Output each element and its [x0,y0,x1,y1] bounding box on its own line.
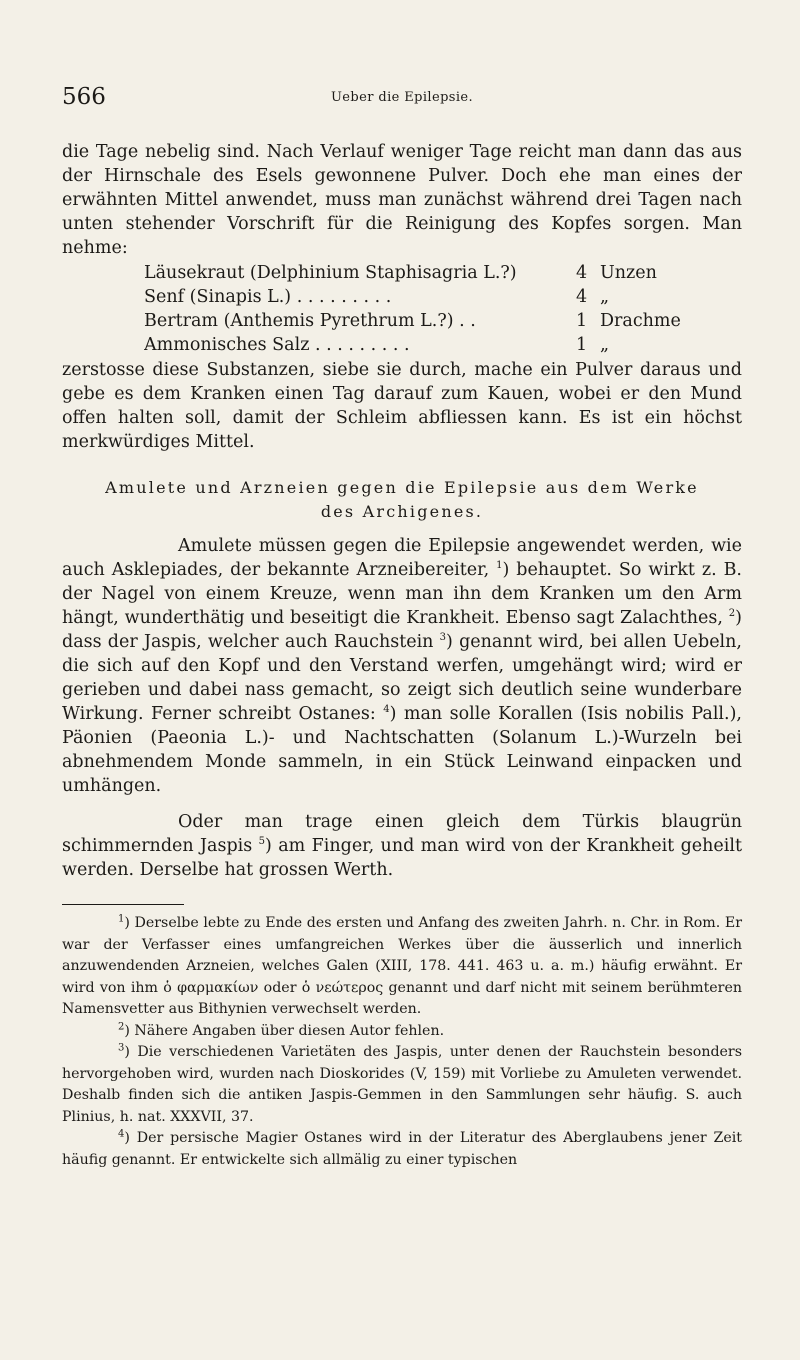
ingredient-name: Senf (Sinapis L.) . . . . . . . . . [144,287,392,307]
footnote-text: Derselbe lebte zu Ende des ersten und Anfang des zweiten Jahrh. n. Chr. in Rom. Er war der Verfasser eines umfangreichen Werkes über die äusserlich und innerlich anzuwendenden Arzneien, welches Galen (XIII, 178. 441. 463 u. a. m.) häufig erwähnt. Er wird von ihm ὁ φαρμακίων oder ὁ νεώτερος genannt und darf nicht mit seinem berühmteren Namensvetter aus Bithynien verwechselt werden. [62,915,742,1017]
text-run: genannt wird, bei allen Uebeln, die sich auf den Kopf und den Verstand werfen, umgehängt wird; wird er gerieben und dabei nass gemacht, so zeigt sich deutlich seine wunderbare Wirkung. Ferner schreibt Ostanes: [62,632,742,724]
running-title: Ueber die Epilepsie. [330,90,474,105]
recipe-row [144,261,742,285]
footnote-ref[interactable]: 5 [258,836,265,848]
section-heading-line: des Archigenes. [320,502,484,521]
text-run: man solle Korallen (Isis nobilis Pall.), Päonien (Paeonia L.)- und Nachtschatten (Solanum L.)-Wurzeln bei abnehmendem Monde sammeln, in ein Stück Leinwand einpacken und umhängen. [62,704,742,796]
ingredient-unit: Unzen [600,263,657,283]
footnote-mark: 3 [118,1042,125,1054]
footnote-text: Nähere Angaben über diesen Autor fehlen. [134,1022,445,1039]
footnote-mark: 4 [118,1128,125,1140]
footnote: $^3$) Die verschiedenen Varietäten des Jaspis, unter denen der Rauchstein besonders hervorgehoben wird, wurden nach Dioskorides (V, 159) mit Vorliebe zu Amuleten verwendet. Deshalb finden sich die antiken Jaspis-Gemmen in den Sammlungen sehr häufig. S. auch Plinius, h. nat. XXXVII, 37. [62,1042,742,1125]
ingredient-quantity: 4 [576,287,588,307]
recipe-row [144,309,742,333]
ingredient-name: Ammonisches Salz . . . . . . . . . [144,335,410,355]
footnote-text: Der persische Magier Ostanes wird in der Literatur des Aberglaubens jener Zeit häufig genannt. Er entwickelte sich allmälig zu einer typischen [62,1130,743,1168]
after-recipe-paragraph: zerstosse diese Substanzen, siebe sie durch, mache ein Pulver daraus und gebe es dem Kranken einen Tag darauf zum Kauen, wobei er den Mund offen halten soll, damit der Schleim abfliessen kann. Es ist ein höchst merkwürdiges Mittel. [62,360,742,452]
page-header [62,84,742,114]
text-run: dass der Jaspis, welcher auch Rauchstein [62,632,434,652]
recipe-list [144,261,742,357]
ingredient-unit: „ [600,335,610,355]
ingredient-unit: „ [600,287,610,307]
amulets-paragraph: Amulete müssen gegen die Epilepsie angewendet werden, wie auch Asklepiades, der bekannte Arzneibereiter, $^1$) behauptet. So wirkt z. B. der Nagel von einem Kreuze, wenn man ihn dem Kranken um den Arm hängt, wunderthätig und beseitigt die Krankheit. Ebenso sagt Zalachthes, $^2$) dass der Jaspis, welcher auch Rauchstein $^3$) genannt wird, bei allen Uebeln, die sich auf den Kopf und den Verstand werfen, umgehängt wird; wird er gerieben und dabei nass gemacht, so zeigt sich deutlich seine wunderbare Wirkung. Ferner schreibt Ostanes: $^4$) man solle Korallen (Isis nobilis Pall.), Päonien (Paeonia L.)- und Nachtschatten (Solanum L.)-Wurzeln bei abnehmendem Monde sammeln, in ein Stück Leinwand einpacken und umhängen. [62,536,742,796]
footnotes [62,913,742,1171]
footnote-divider [62,904,184,905]
section-heading [62,476,742,524]
footnote-ref[interactable]: 1 [496,560,503,572]
footnote: $^1$) Derselbe lebte zu Ende des ersten und Anfang des zweiten Jahrh. n. Chr. in Rom. Er war der Verfasser eines umfangreichen Werkes über die äusserlich und innerlich anzuwendenden Arzneien, welches Galen (XIII, 178. 441. 463 u. a. m.) häufig erwähnt. Er wird von ihm ὁ φαρμακίων oder ὁ νεώτερος genannt und darf nicht mit seinem berühmteren Namensvetter aus Bithynien verwechselt werden. [62,913,742,1017]
footnote-text: Die verschiedenen Varietäten des Jaspis, unter denen der Rauchstein besonders hervorgehoben wird, wurden nach Dioskorides (V, 159) mit Vorliebe zu Amuleten verwendet. Deshalb finden sich die antiken Jaspis-Gemmen in den Sammlungen sehr häufig. S. auch Plinius, h. nat. XXXVII, 37. [62,1044,742,1125]
ingredient-unit: Drachme [600,311,681,331]
footnote: $^2$) Nähere Angaben über diesen Autor fehlen. [118,1020,445,1039]
footnote: $^4$) Der persische Magier Ostanes wird in der Literatur des Aberglaubens jener Zeit häufig genannt. Er entwickelte sich allmälig zu einer typischen [62,1128,743,1168]
text-run: Amulete müssen gegen die Epilepsie angewendet werden, wie auch Asklepiades, der bekannte Arzneibereiter, [62,536,742,580]
ingredient-quantity: 1 [576,335,588,355]
page-number: 566 [62,84,106,110]
footnote-ref[interactable]: 4 [383,704,390,716]
intro-paragraph: die Tage nebelig sind. Nach Verlauf weniger Tage reicht man dann das aus der Hirnschale des Esels gewonnene Pulver. Doch ehe man eines der erwähnten Mittel anwendet, muss man zunächst während drei Tagen nach unten stehender Vorschrift für die Reinigung des Kopfes sorgen. Man nehme: [62,142,742,258]
ingredient-name: Läusekraut (Delphinium Staphisagria L.?) [144,263,517,283]
ingredient-quantity: 4 [576,263,588,283]
footnote-ref[interactable]: 3 [439,632,447,644]
footnote-mark: 2 [118,1020,125,1032]
text-run: Oder man trage einen gleich dem Türkis blaugrün schimmernden Jaspis [62,812,742,856]
recipe-row [144,333,742,357]
footnote-ref[interactable]: 2 [728,608,736,620]
text-run: behauptet. So wirkt z. B. der Nagel von einem Kreuze, wenn man ihn dem Kranken um den Arm hängt, wunderthätig und beseitigt die Krankheit. Ebenso sagt Zalachthes, [62,560,742,628]
recipe-row [144,285,742,309]
ingredient-quantity: 1 [576,311,588,331]
footnote-mark: 1 [118,913,125,925]
jaspis-paragraph: Oder man trage einen gleich dem Türkis blaugrün schimmernden Jaspis $^5$) am Finger, und man wird von der Krankheit geheilt werden. Derselbe hat grossen Werth. [62,812,742,880]
section-heading-line: Amulete und Arzneien gegen die Epilepsie aus dem Werke [105,478,699,497]
ingredient-name: Bertram (Anthemis Pyrethrum L.?) . . [144,311,476,331]
page-body [62,140,742,1171]
text-run: am Finger, und man wird von der Krankheit geheilt werden. Derselbe hat grossen Werth. [62,836,742,880]
